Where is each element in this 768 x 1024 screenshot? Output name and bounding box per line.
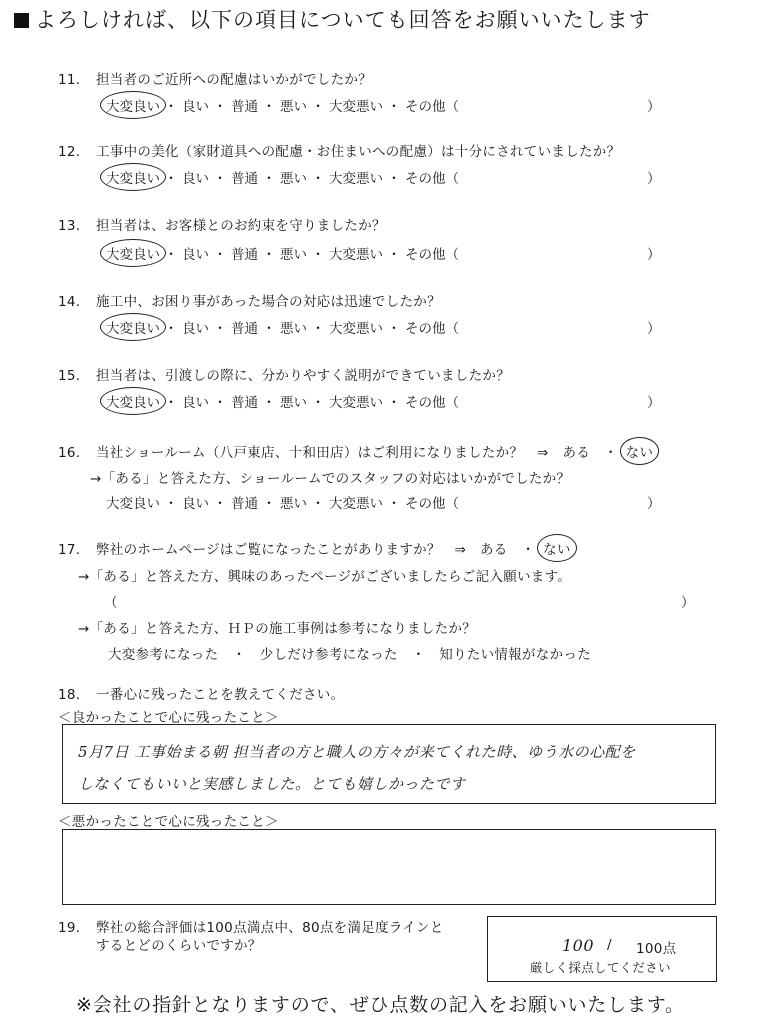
paren-close-13: ） [647,247,661,263]
option-bad[interactable]: 悪い [280,496,307,512]
bad-memory-label: ＜悪かったことで心に残ったこと＞ [58,814,279,830]
paren-close-14: ） [647,321,661,337]
good-memory-label: ＜良かったことで心に残ったこと＞ [58,710,279,726]
question-14: 14. 施工中、お困り事があった場合の対応は迅速でしたか？ [58,294,441,310]
option-other[interactable]: その他（ [405,395,459,411]
paren-close-17: ） [681,595,695,611]
option-very-bad[interactable]: 大変悪い [329,321,383,337]
square-bullet-icon [14,13,29,28]
option-very-good-selected[interactable]: 大変良い [106,167,160,187]
footer-note: ※会社の指針となりますので、ぜひ点数の記入をお願いいたします。 [76,994,685,1016]
option-very-good-selected[interactable]: 大変良い [106,317,160,337]
paren-close-11: ） [647,99,661,115]
question-17: 17. 弊社のホームページはご覧になったことがありますか？ ⇒ ある ・ ない [58,538,571,558]
options-13: 大変良い ・ 良い ・ 普通 ・ 悪い ・ 大変悪い ・ その他（ [106,243,459,263]
question-15: 15. 担当者は、引渡しの際に、分かりやすく説明ができていましたか？ [58,368,510,384]
options-14: 大変良い ・ 良い ・ 普通 ・ 悪い ・ 大変悪い ・ その他（ [106,317,459,337]
option-good[interactable]: 良い [182,496,209,512]
option-other[interactable]: その他（ [405,99,459,115]
options-17[interactable]: 大変参考になった ・ 少しだけ参考になった ・ 知りたい情報がなかった [108,647,591,663]
option-other[interactable]: その他（ [405,247,459,263]
option-average[interactable]: 普通 [231,395,258,411]
option-good[interactable]: 良い [182,171,209,187]
question-16-sub: →「ある」と答えた方、ショールームでのスタッフの対応はいかがでしたか？ [90,471,571,487]
option-bad[interactable]: 悪い [280,171,307,187]
option-very-good[interactable]: 大変良い [106,496,160,512]
option-other[interactable]: その他（ [405,496,459,512]
question-12: 12. 工事中の美化（家財道具への配慮・お住まいへの配慮）は十分にされていましたか？ [58,144,621,160]
question-19-line2: するとどのくらいですか？ [96,938,262,954]
score-value: 100 [562,936,595,955]
section-header: よろしければ、以下の項目についても回答をお願いいたします [14,4,651,34]
option-good[interactable]: 良い [182,395,209,411]
options-11: 大変良い ・ 良い ・ 普通 ・ 悪い ・ 大変悪い ・ その他（ [106,95,459,115]
option-average[interactable]: 普通 [231,247,258,263]
option-average[interactable]: 普通 [231,321,258,337]
option-very-bad[interactable]: 大変悪い [329,99,383,115]
option-other[interactable]: その他（ [405,321,459,337]
option-average[interactable]: 普通 [231,99,258,115]
score-note: 厳しく採点してください [530,960,671,975]
option-bad[interactable]: 悪い [280,321,307,337]
option-very-good-selected[interactable]: 大変良い [106,95,160,115]
question-17-sub1: →「ある」と答えた方、興味のあったページがございましたらご記入願います。 [78,569,572,585]
options-15: 大変良い ・ 良い ・ 普通 ・ 悪い ・ 大変悪い ・ その他（ [106,391,459,411]
option-bad[interactable]: 悪い [280,395,307,411]
choice-no-selected[interactable]: ない [626,441,654,461]
good-memory-line-1: 5月7日 工事始まる朝 担当者の方と職人の方々が来てくれた時、ゆう水の心配を [78,743,636,761]
question-19: 19. 弊社の総合評価は100点満点中、80点を満足度ラインと [58,920,444,936]
options-12: 大変良い ・ 良い ・ 普通 ・ 悪い ・ 大変悪い ・ その他（ [106,167,459,187]
option-very-bad[interactable]: 大変悪い [329,496,383,512]
option-very-bad[interactable]: 大変悪い [329,247,383,263]
question-11: 11. 担当者のご近所への配慮はいかがでしたか？ [58,72,372,88]
question-18: 18. 一番心に残ったことを教えてください。 [58,687,345,703]
question-13: 13. 担当者は、お客様とのお約束を守りましたか？ [58,218,386,234]
option-other[interactable]: その他（ [405,171,459,187]
paren-open-17: （ [104,595,118,611]
score-slash: / [607,937,612,953]
question-16: 16. 当社ショールーム（八戸東店、十和田店）はご利用になりましたか？ ⇒ ある ・ ない [58,441,653,461]
option-average[interactable]: 普通 [231,171,258,187]
question-17-sub2: →「ある」と答えた方、ＨＰの施工事例は参考になりましたか？ [78,621,477,637]
option-very-bad[interactable]: 大変悪い [329,395,383,411]
paren-close-15: ） [647,395,661,411]
score-max: 100点 [636,941,677,957]
option-bad[interactable]: 悪い [280,247,307,263]
paren-close-12: ） [647,171,661,187]
option-very-good-selected[interactable]: 大変良い [106,243,160,263]
bad-memory-box[interactable] [62,829,716,905]
option-very-good-selected[interactable]: 大変良い [106,391,160,411]
options-16: 大変良い ・ 良い ・ 普通 ・ 悪い ・ 大変悪い ・ その他（ [106,492,459,512]
choice-no-selected[interactable]: ない [543,538,571,558]
option-bad[interactable]: 悪い [280,99,307,115]
option-very-bad[interactable]: 大変悪い [329,171,383,187]
option-good[interactable]: 良い [182,247,209,263]
option-average[interactable]: 普通 [231,496,258,512]
paren-close-16: ） [647,496,661,512]
option-good[interactable]: 良い [182,99,209,115]
option-good[interactable]: 良い [182,321,209,337]
good-memory-line-2: しなくてもいいと実感しました。とても嬉しかったです [78,775,466,793]
